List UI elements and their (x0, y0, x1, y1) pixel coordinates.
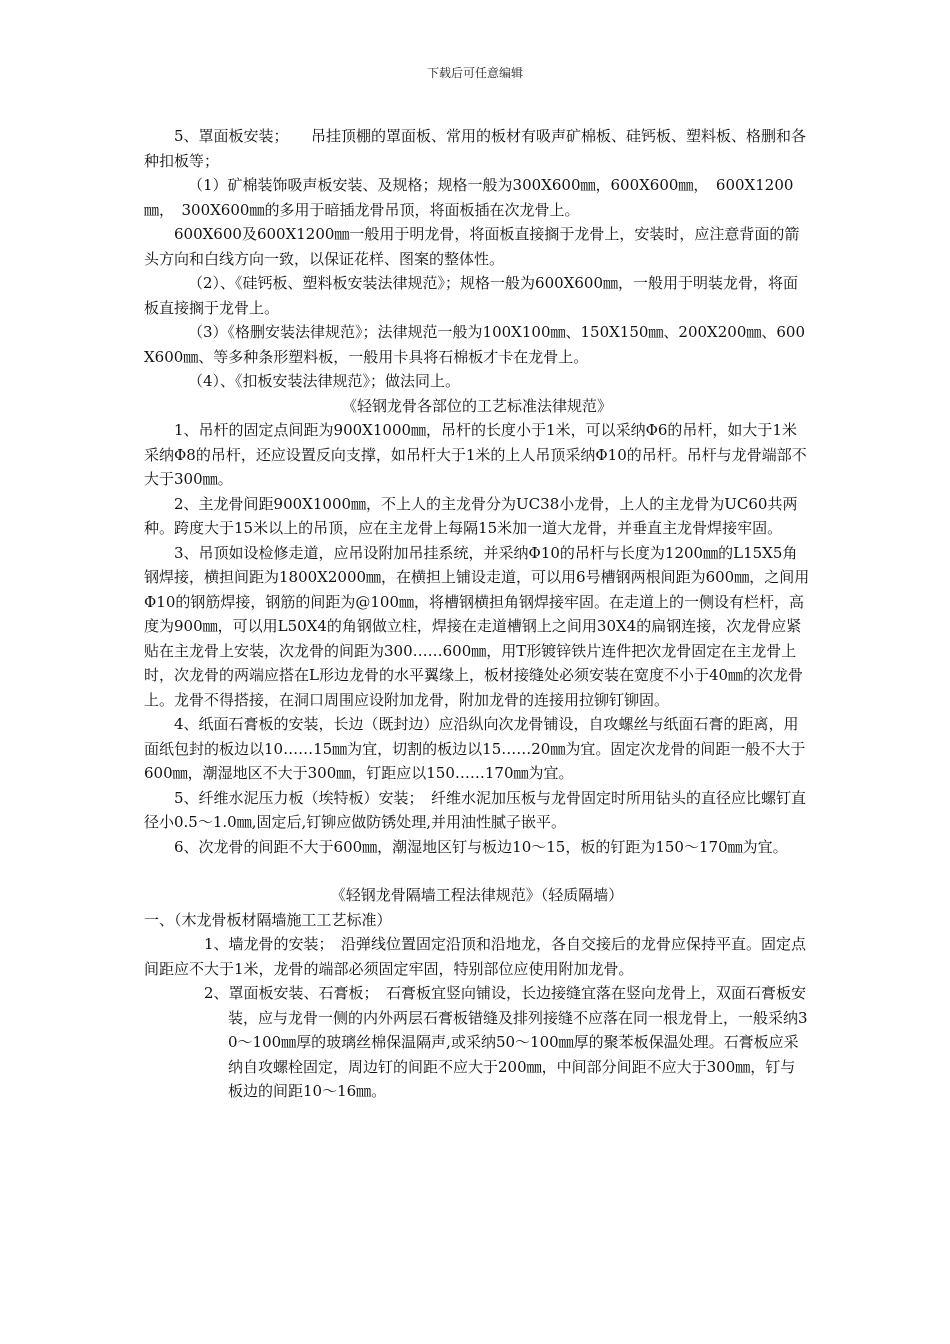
paragraph-gypsum-install: 2、罩面板安装、石膏板； 石膏板宜竖向铺设，长边接缝宜落在竖向龙骨上，双面石膏板安装，应与龙骨一侧的内外两层石膏板错缝及排列接缝不应落在同一根龙骨上，一般采纳30～100㎜厚的玻璃丝棉保温隔声,或采纳50～100㎜厚的聚苯板保温处理。石膏板应采纳自攻螺栓固定，周边钉的间距不应大于200㎜，中间部分间距不应大于300㎜，钉与板边的间距10～16㎜。 (204, 984, 808, 1100)
paragraph-gypsum-board: 4、纸面石膏板的安装，长边（既封边）应沿纵向次龙骨铺设，自攻螺丝与纸面石膏的距离，用面纸包封的板边以10……15㎜为宜，切割的板边以15……20㎜为宜。固定次龙骨的间距一般不大于600㎜，潮湿地区不大于300㎜，钉距应以150……170㎜为宜。 (144, 715, 806, 782)
paragraph-grille: （3）《格删安装法律规范》；法律规范一般为100X100㎜、150X150㎜、200X200㎜、600X600㎜、等多种条形塑料板，一般用卡具将石棉板才卡在龙骨上。 (144, 323, 805, 366)
paragraph-mineral-wool-board: （1）矿棉装饰吸声板安装、及规格；规格一般为300X600㎜，600X600㎜， 600X1200㎜， 300X600㎜的多用于暗插龙骨吊顶，将面板插在次龙骨上。 (144, 176, 794, 219)
paragraph-secondary-keel: 6、次龙骨的间距不大于600㎜，潮湿地区钉与板边10～15，板的钉距为150～170㎜为宜。 (174, 837, 788, 856)
paragraph-calcium-silicate: （2）、《硅钙板、塑料板安装法律规范》；规格一般为600X600㎜，一般用于明装龙骨，将面板直接搁于龙骨上。 (144, 274, 798, 317)
paragraph-walkway: 3、吊顶如设检修走道，应吊设附加吊挂系统，并采纳Φ10的吊杆与长度为1200㎜的L15X5角钢焊接，横担间距为1800X2000㎜，在横担上铺设走道，可以用6号槽钢两根间距为600㎜，之间用Φ10的钢筋焊接，钢筋的间距为@100㎜，将槽钢横担角钢焊接牢固。在走道上的一侧设有栏杆，高度为900㎜，可以用L50X4的角钢做立柱，焊接在走道槽钢上之间用30X4的扁钢连接，次龙骨应紧贴在主龙骨上安装，次龙骨的间距为300……600㎜，用T形镀锌铁片连件把次龙骨固定在主龙骨上时，次龙骨的两端应搭在L形边龙骨的水平翼缘上，板材接缝处必须安装在宽度不小于40㎜的次龙骨上。龙骨不得搭接，在洞口周围应设附加龙骨，附加龙骨的连接用拉铆钉铆固。 (144, 543, 810, 709)
page-header: 下载后可任意编辑 (426, 66, 523, 80)
paragraph-buckle-plate: （4）、《扣板安装法律规范》；做法同上。 (188, 372, 461, 390)
subsection-title-wood-keel: 一、（木龙骨板材隔墙施工工艺标准） (144, 910, 392, 929)
section-title-partition: 《轻钢龙骨隔墙工程法律规范》（轻质隔墙） (330, 886, 624, 904)
paragraph-main-keel: 2、主龙骨间距900X1000㎜，不上人的主龙骨分为UC38小龙骨，上人的主龙骨为UC60共两种。跨度大于15米以上的吊顶，应在主龙骨上每隔15米加一道大龙骨，并垂直主龙骨焊接牢固。 (144, 494, 798, 537)
paragraph-hanger-rod: 1、吊杆的固定点间距为900X1000㎜，吊杆的长度小于1米，可以采纳Φ6的吊杆，如大于1米采纳Φ8的吊杆，还应设置反向支撑，如吊杆大于1米的上人吊顶采纳Φ10的吊杆。吊杆与龙骨端部不大于300㎜。 (144, 421, 807, 488)
document-body (144, 124, 810, 1104)
section-title-keel-standards: 《轻钢龙骨各部位的工艺标准法律规范》 (341, 396, 612, 415)
paragraph-ceiling-panels: 5、罩面板安装； 吊挂顶棚的罩面板、常用的板材有吸声矿棉板、硅钙板、塑料板、格删和各种扣板等； (144, 127, 807, 170)
paragraph-wall-keel: 1、墙龙骨的安装； 沿弹线位置固定沿顶和沿地龙，各自交接后的龙骨应保持平直。固定点间距应不大于1米，龙骨的端部必须固定牢固，特别部位应使用附加龙骨。 (144, 935, 807, 978)
paragraph-open-keel: 600X600及600X1200㎜一般用于明龙骨，将面板直接搁于龙骨上，安装时，应注意背面的箭头方向和白线方向一致，以保证花样、图案的整体性。 (144, 225, 800, 268)
paragraph-fiber-cement: 5、纤维水泥压力板（埃特板）安装； 纤维水泥加压板与龙骨固定时所用钻头的直径应比螺钉直径小0.5～1.0㎜,固定后,钉铆应做防锈处理,并用油性腻子嵌平。 (144, 788, 807, 831)
section-spacer (144, 859, 810, 883)
